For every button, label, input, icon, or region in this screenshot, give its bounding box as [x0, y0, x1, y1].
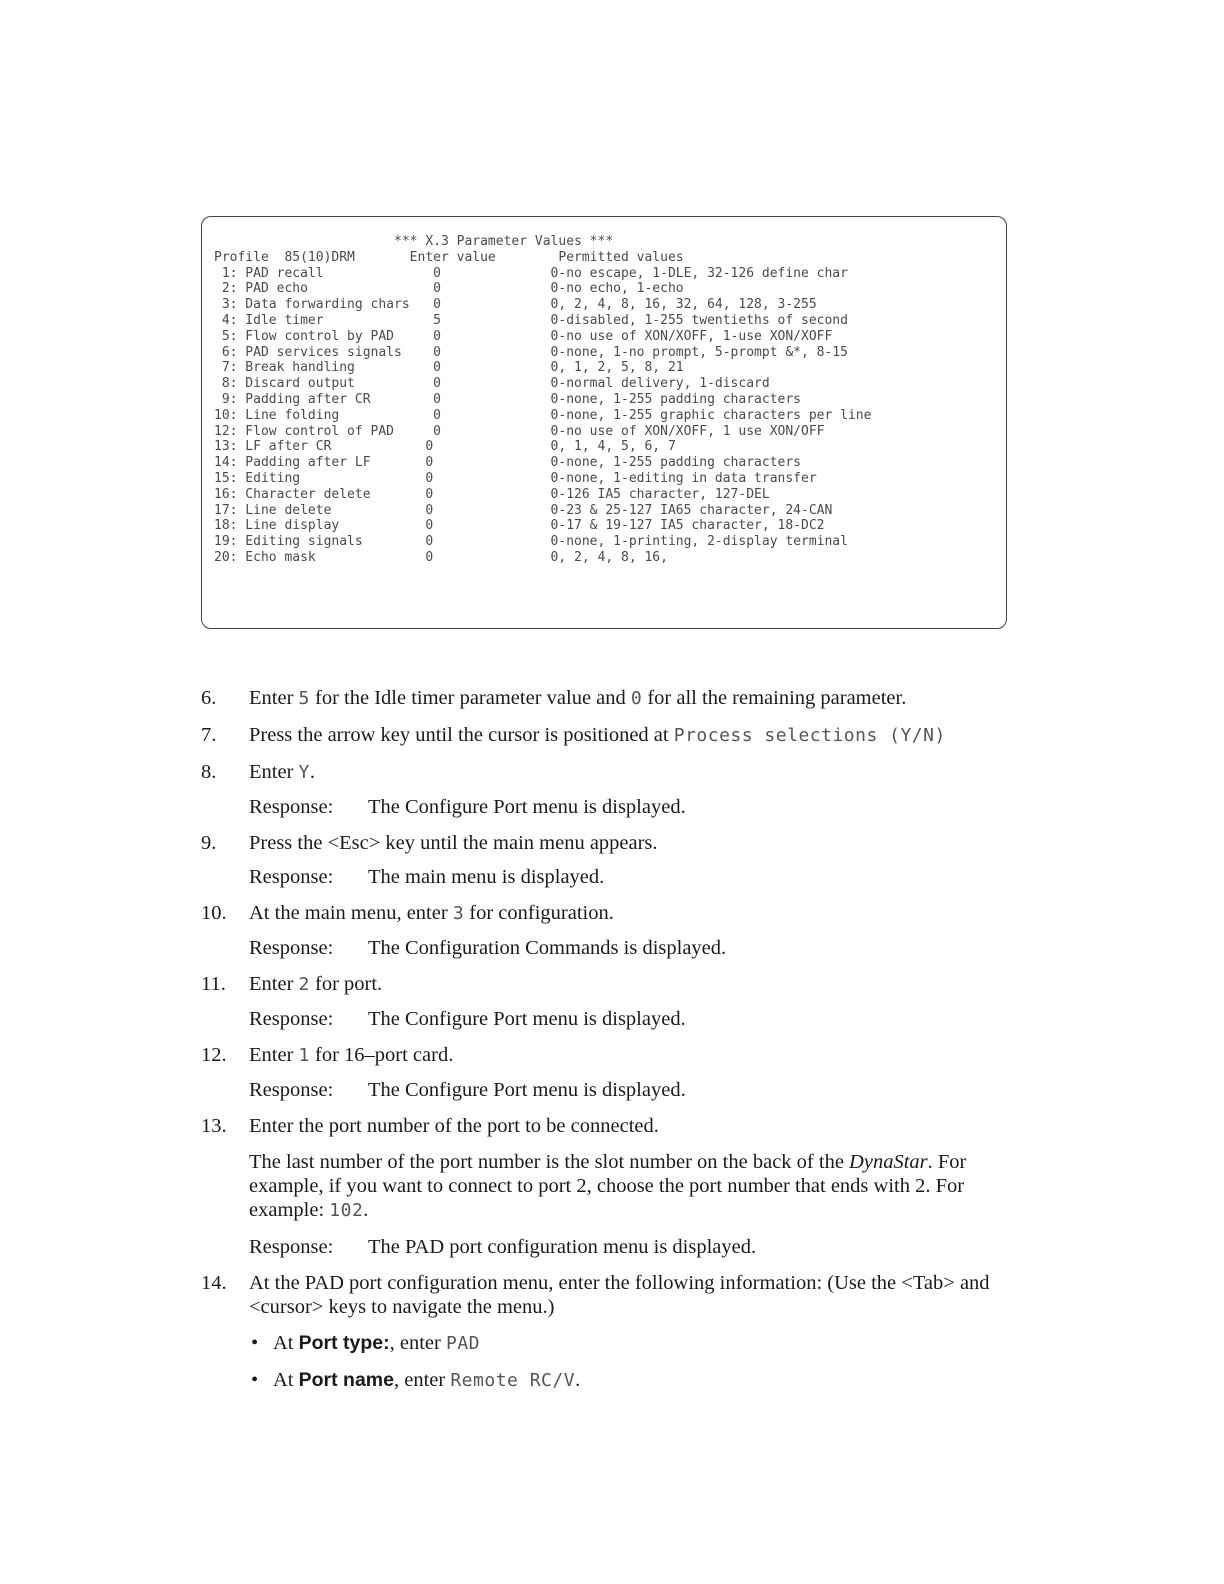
step-9 — [201, 831, 1011, 889]
param-row: 19: Editing signals 0 0-none, 1-printing, 2-display terminal — [214, 534, 848, 550]
bullet-dot-icon: • — [251, 1332, 259, 1354]
step-code: Remote RC/V — [450, 1370, 576, 1391]
param-row: 7: Break handling 0 0, 1, 2, 5, 8, 21 — [214, 360, 684, 376]
bullet-text: , enter — [393, 1369, 451, 1391]
step-number: 6. — [201, 687, 217, 709]
step-text: for 16–port card. — [309, 1044, 454, 1066]
response-label: Response: — [249, 866, 334, 888]
bullet-text: At — [273, 1332, 299, 1354]
param-row: 2: PAD echo 0 0-no echo, 1-echo — [214, 281, 684, 297]
note-text: The last number of the port number is the slot number on the back of the — [249, 1151, 850, 1173]
param-row: 5: Flow control by PAD 0 0-no use of XON/XOFF, 1-use XON/XOFF — [214, 328, 833, 344]
step-number: 12. — [201, 1044, 227, 1066]
step-number: 8. — [201, 761, 217, 783]
response-label: Response: — [249, 1236, 334, 1258]
response-label: Response: — [249, 796, 334, 818]
step-note — [249, 1150, 1011, 1223]
step-12 — [201, 1043, 1011, 1102]
param-row: 10: Line folding 0 0-none, 1-255 graphic characters per line — [214, 407, 872, 423]
step-11 — [201, 972, 1011, 1031]
response-label: Response: — [249, 1079, 334, 1101]
step-14 — [201, 1271, 1011, 1393]
step-code: 1 — [298, 1045, 310, 1066]
step-response — [249, 1007, 1011, 1031]
step-code: 0 — [630, 688, 643, 709]
step-10 — [201, 901, 1011, 960]
note-text: . — [363, 1199, 369, 1221]
step-number: 11. — [201, 973, 226, 995]
step-text: . — [309, 761, 315, 783]
param-row: 20: Echo mask 0 0, 2, 4, 8, 16, — [214, 549, 668, 565]
response-text: The Configuration Commands is displayed. — [368, 937, 727, 959]
param-row: 17: Line delete 0 0-23 & 25-127 IA65 character, 24-CAN — [214, 502, 833, 518]
param-row: 13: LF after CR 0 0, 1, 4, 5, 6, 7 — [214, 439, 676, 455]
param-row: 12: Flow control of PAD 0 0-no use of XON/XOFF, 1 use XON/OFF — [214, 423, 825, 439]
field-label: Port name — [298, 1369, 394, 1391]
step-text: Enter — [249, 687, 299, 709]
screen-title: *** X.3 Parameter Values *** — [214, 234, 614, 249]
step-number: 14. — [201, 1272, 227, 1294]
param-row: 14: Padding after LF 0 0-none, 1-255 padding characters — [214, 455, 801, 471]
step-number: 10. — [201, 902, 227, 924]
bullet-text: , enter — [389, 1332, 446, 1354]
x3-parameter-screen — [214, 234, 871, 566]
terminal-screen-box — [201, 216, 1007, 629]
response-label: Response: — [249, 1008, 334, 1030]
step-response — [249, 1235, 1011, 1259]
response-text: The main menu is displayed. — [368, 866, 605, 888]
step-response — [249, 865, 1011, 889]
step-text: for configuration. — [464, 902, 614, 924]
step-code: Y — [298, 762, 310, 783]
step-text: Enter — [249, 973, 299, 995]
param-row: 9: Padding after CR 0 0-none, 1-255 padding characters — [214, 391, 801, 407]
step-6 — [201, 686, 1011, 711]
step-7 — [201, 723, 1011, 748]
bullet-dot-icon: • — [251, 1369, 259, 1391]
step-text: Enter — [249, 761, 299, 783]
step-text: Enter — [249, 1044, 299, 1066]
step-text: for port. — [309, 973, 383, 995]
step-8 — [201, 760, 1011, 819]
step-code: 2 — [298, 974, 310, 995]
note-text: . For example, if you want to connect to port 2, choose the port number that ends with 2. For example: — [249, 1151, 967, 1221]
step-code: 3 — [452, 903, 465, 924]
param-row: 8: Discard output 0 0-normal delivery, 1-discard — [214, 376, 770, 392]
step-code: 5 — [298, 688, 310, 709]
bullet-text: . — [575, 1369, 581, 1391]
step-number: 13. — [201, 1115, 227, 1137]
step-code: 102 — [329, 1200, 364, 1221]
step-response — [249, 1078, 1011, 1102]
step-text: Press the arrow key until the cursor is positioned at — [249, 724, 674, 746]
step-13 — [201, 1114, 1011, 1259]
product-name: DynaStar — [849, 1151, 928, 1173]
response-text: The Configure Port menu is displayed. — [368, 796, 686, 818]
bullet-item — [249, 1331, 1011, 1356]
response-label: Response: — [249, 937, 334, 959]
procedure-steps — [201, 686, 1011, 1405]
bullet-item — [249, 1368, 1011, 1393]
step-code: PAD — [446, 1333, 481, 1354]
param-row: 3: Data forwarding chars 0 0, 2, 4, 8, 16, 32, 64, 128, 3-255 — [214, 297, 817, 313]
response-text: The PAD port configuration menu is displayed. — [368, 1236, 757, 1258]
step-text: Press the <Esc> key until the main menu appears. — [249, 832, 658, 854]
step-code: Process selections (Y/N) — [673, 725, 946, 746]
step-text: At the main menu, enter — [249, 902, 453, 924]
screen-header: Profile 85(10)DRM Enter value Permitted values — [214, 249, 684, 265]
field-label: Port type: — [298, 1332, 390, 1354]
bullet-text: At — [273, 1369, 299, 1391]
step-text: At the PAD port configuration menu, enter the following information: (Use the <Tab> and <cursor> keys to navigate the menu.) — [249, 1272, 990, 1318]
step-response — [249, 936, 1011, 960]
param-row: 1: PAD recall 0 0-no escape, 1-DLE, 32-126 define char — [214, 265, 848, 281]
step-number: 7. — [201, 724, 217, 746]
bullet-list — [249, 1331, 1011, 1393]
step-response — [249, 795, 1011, 819]
step-text: for all the remaining parameter. — [642, 687, 907, 709]
param-row: 18: Line display 0 0-17 & 19-127 IA5 character, 18-DC2 — [214, 518, 825, 534]
response-text: The Configure Port menu is displayed. — [368, 1008, 686, 1030]
param-row: 4: Idle timer 5 0-disabled, 1-255 twentieths of second — [214, 312, 848, 328]
param-row: 16: Character delete 0 0-126 IA5 character, 127-DEL — [214, 486, 770, 502]
param-row: 15: Editing 0 0-none, 1-editing in data transfer — [214, 470, 817, 486]
step-text: for the Idle timer parameter value and — [309, 687, 631, 709]
param-row: 6: PAD services signals 0 0-none, 1-no prompt, 5-prompt &*, 8-15 — [214, 344, 848, 360]
step-text: Enter the port number of the port to be connected. — [249, 1115, 659, 1137]
step-number: 9. — [201, 832, 217, 854]
response-text: The Configure Port menu is displayed. — [368, 1079, 686, 1101]
